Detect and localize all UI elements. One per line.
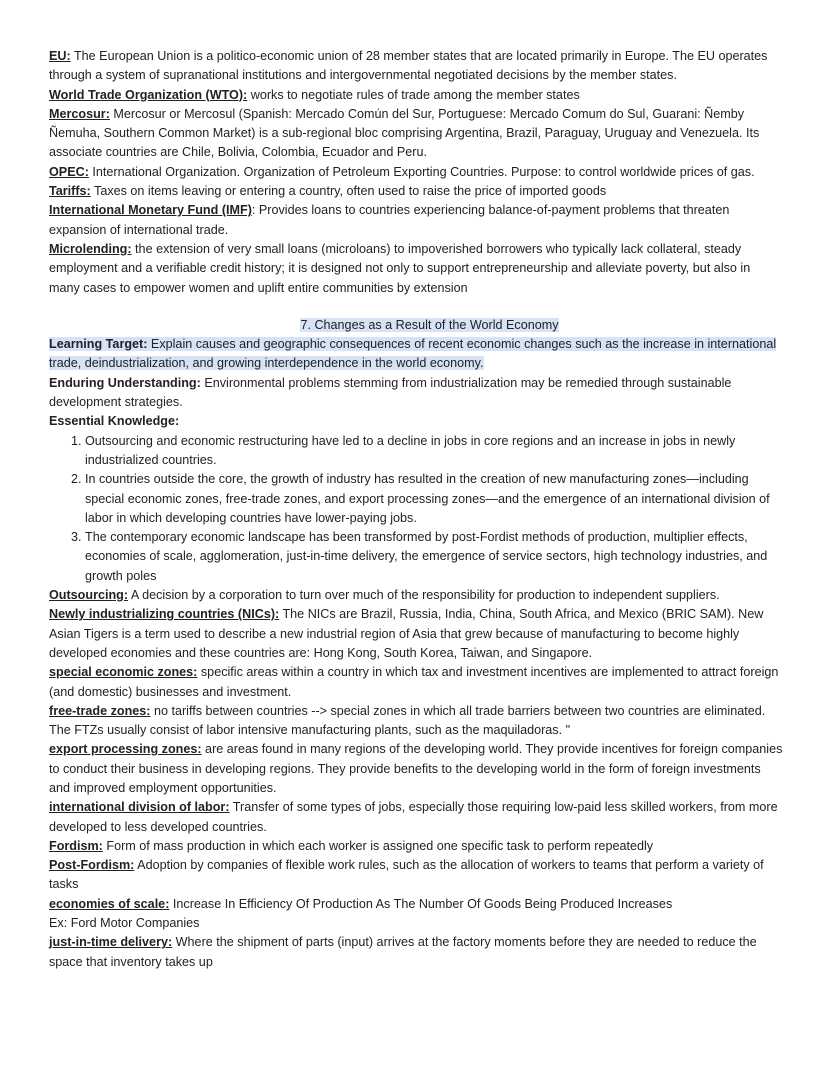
definition-text: the extension of very small loans (microloans) to impoverished borrowers who typically lack collateral, steady employment and a verifiable credit history; it is designed not only to support entrepreneurship and alleviate poverty, but also in many cases to empower women and uplift entire communities by extension bbox=[49, 241, 751, 295]
term-label: Fordism: bbox=[49, 838, 103, 853]
definition-mercosur bbox=[49, 105, 784, 163]
definition-text: : Provides loans to countries experiencing balance-of-payment problems that threaten expansion of international trade. bbox=[49, 203, 730, 237]
definition-text: are areas found in many regions of the developing world. They provide incentives for foreign companies to conduct their business in developing regions. They provide benefits to the developing world in the form of foreign investments and improved employment opportunities. bbox=[49, 742, 783, 795]
definition-export-processing-zones bbox=[49, 740, 784, 798]
learning-target-text: Explain causes and geographic consequences of recent economic changes such as the increase in international trade, deindustrialization, and growing interdependence in the world economy. bbox=[49, 337, 777, 371]
definition-eu bbox=[49, 47, 784, 86]
essential-knowledge-label: Essential Knowledge: bbox=[49, 414, 180, 429]
term-label: World Trade Organization (WTO): bbox=[49, 87, 248, 102]
learning-target-label: Learning Target: bbox=[49, 337, 148, 352]
section-heading bbox=[49, 316, 784, 335]
definition-text: no tariffs between countries --> special zones in which all trade barriers between two countries are eliminated. The FTZs usually consist of labor intensive manufacturing plants, such as the maquiladoras. " bbox=[49, 703, 766, 738]
term-label: international division of labor: bbox=[49, 800, 230, 815]
definition-just-in-time-delivery bbox=[49, 933, 784, 972]
definition-post-fordism bbox=[49, 856, 784, 895]
definition-outsourcing bbox=[49, 586, 784, 605]
definition-text: specific areas within a country in which tax and investment incentives are implemented to attract foreign (and domestic) businesses and investment. bbox=[49, 665, 779, 699]
definition-tariffs bbox=[49, 182, 784, 201]
document-page bbox=[49, 47, 784, 972]
term-label: EU: bbox=[49, 49, 71, 63]
example-line: Ex: Ford Motor Companies bbox=[49, 916, 200, 931]
learning-target bbox=[49, 335, 784, 374]
definition-special-economic-zones bbox=[49, 663, 784, 702]
definition-international-division-of-labor bbox=[49, 798, 784, 837]
definition-text: International Organization. Organization of Petroleum Exporting Countries. Purpose: to control worldwide prices of gas. bbox=[88, 164, 755, 179]
definition-text: Where the shipment of parts (input) arrives at the factory moments before they are needed to reduce the space that inventory takes up bbox=[49, 935, 757, 969]
definition-text: Adoption by companies of flexible work rules, such as the allocation of workers to teams that perform a variety of tasks bbox=[49, 858, 764, 892]
definition-text: The NICs are Brazil, Russia, India, China, South Africa, and Mexico (BRIC SAM). New Asian Tigers is a term used to describe a new industrial region of Asia that grew because of manufacturing to become highly developed economies and these countries are: Hong Kong, South Korea, Taiwan, and Singapore. bbox=[49, 607, 764, 660]
enduring-understanding-text: Environmental problems stemming from industrialization may be remedied through sustainable development strategies. bbox=[49, 375, 732, 410]
definition-imf bbox=[49, 201, 784, 240]
term-label: free-trade zones: bbox=[49, 703, 151, 718]
definition-economies-of-scale bbox=[49, 895, 784, 914]
definition-text: Taxes on items leaving or entering a country, often used to raise the price of imported goods bbox=[90, 184, 607, 199]
definition-fordism bbox=[49, 837, 784, 856]
list-item: 2. In countries outside the core, the growth of industry has resulted in the creation of new manufacturing zones—including special economic zones, free-trade zones, and export processing zones—and the emergence of an international division of labor in which developing countries have lower-paying jobs. bbox=[85, 470, 784, 528]
term-label: just-in-time delivery: bbox=[49, 935, 173, 950]
term-label: Post-Fordism: bbox=[49, 858, 135, 873]
term-label: export processing zones: bbox=[49, 742, 202, 757]
term-label: International Monetary Fund (IMF) bbox=[49, 203, 252, 218]
term-label: Microlending: bbox=[49, 241, 132, 256]
definition-text: Form of mass production in which each worker is assigned one specific task to perform repeatedly bbox=[102, 838, 654, 853]
definition-text: works to negotiate rules of trade among the member states bbox=[247, 87, 580, 102]
enduring-understanding bbox=[49, 374, 784, 413]
term-label: OPEC: bbox=[49, 164, 89, 179]
definition-wto bbox=[49, 86, 784, 105]
definition-text: A decision by a corporation to turn over much of the responsibility for production to independent suppliers. bbox=[128, 588, 720, 603]
term-label: special economic zones: bbox=[49, 665, 198, 680]
definitions-top bbox=[49, 47, 784, 298]
essential-knowledge-list bbox=[49, 432, 784, 586]
term-label: Newly industrializing countries (NICs): bbox=[49, 607, 280, 622]
definition-text: Mercosur or Mercosul (Spanish: Mercado Común del Sur, Portuguese: Mercado Comum do Sul, Guarani: Ñemby Ñemuha, Southern Common Market) is a sub-regional bloc comprising Argentina, Brazil, Paraguay, Uruguay and Venezuela. Its associate countries are Chile, Bolivia, Colombia, Ecuador and Peru. bbox=[49, 106, 760, 160]
list-item: 3. The contemporary economic landscape has been transformed by post-Fordist methods of production, multiplier effects, economies of scale, agglomeration, just-in-time delivery, the emergence of service sectors, high technology industries, and growth poles bbox=[85, 528, 784, 586]
definition-text: The European Union is a politico-economic union of 28 member states that are located primarily in Europe. The EU operates through a system of supranational institutions and intergovernmental negotiated decisions by the member states. bbox=[49, 49, 768, 83]
section-spacer bbox=[49, 298, 784, 316]
term-label: Mercosur: bbox=[49, 106, 110, 121]
definition-text: Increase In Efficiency Of Production As The Number Of Goods Being Produced Increases bbox=[169, 896, 673, 911]
section-heading-text: 7. Changes as a Result of the World Economy bbox=[300, 317, 559, 332]
definition-text: Transfer of some types of jobs, especially those requiring low-paid less skilled workers, from more developed to less developed countries. bbox=[49, 800, 778, 834]
definition-microlending bbox=[49, 240, 784, 298]
term-label: economies of scale: bbox=[49, 896, 170, 911]
list-item: 1. Outsourcing and economic restructuring have led to a decline in jobs in core regions and an increase in jobs in newly industrialized countries. bbox=[85, 432, 784, 471]
term-label: Outsourcing: bbox=[49, 588, 129, 603]
definition-opec bbox=[49, 163, 784, 182]
term-label: Tariffs: bbox=[49, 184, 91, 199]
enduring-understanding-label: Enduring Understanding: bbox=[49, 375, 201, 390]
definition-free-trade-zones bbox=[49, 702, 784, 741]
definition-nics bbox=[49, 605, 784, 663]
definitions-bottom bbox=[49, 586, 784, 972]
